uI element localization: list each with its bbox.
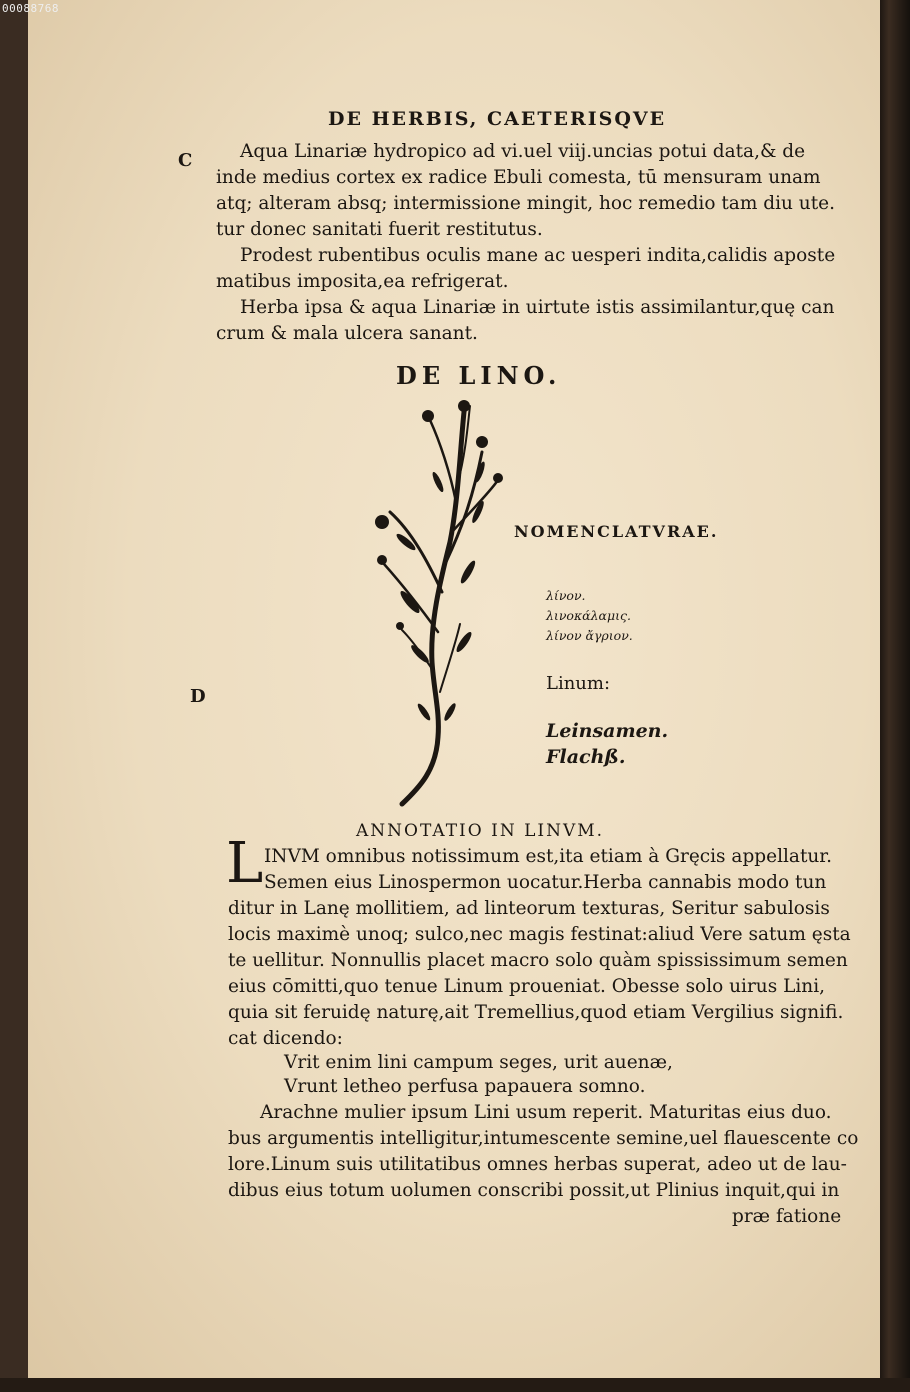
running-head: DE HERBIS, CAETERISQVE <box>328 108 667 130</box>
scan-bottom-edge <box>0 1378 910 1392</box>
section-title: DE LINO. <box>396 361 562 390</box>
greek-name: λίνον ἄγριον. <box>546 628 633 643</box>
scan-id-label: 00088768 <box>2 2 59 15</box>
annotation-line: locis maximè unoq; sulco,nec magis festinat:aliud Vere satum ęsta <box>228 924 851 945</box>
annotation-line: INVM omnibus notissimum est,ita etiam à Gręcis appellatur. <box>264 846 832 867</box>
linaria-line: matibus imposita,ea refrigerat. <box>216 271 509 292</box>
annotation-line: cat dicendo: <box>228 1028 343 1049</box>
linaria-line: crum & mala ulcera sanant. <box>216 323 478 344</box>
nomenclature-heading: NOMENCLATVRAE. <box>514 522 719 541</box>
annotation-line: Semen eius Linospermon uocatur.Herba cannabis modo tun <box>264 872 827 893</box>
linaria-line: atq; alteram absq; intermissione mingit, hoc remedio tam diu ute. <box>216 193 835 214</box>
catchword: præ fatione <box>732 1206 842 1227</box>
german-name: Flachß. <box>546 746 626 768</box>
annotation-line: Arachne mulier ipsum Lini usum reperit. Maturitas eius duo. <box>260 1102 832 1123</box>
margin-letter-d: D <box>190 686 206 707</box>
linaria-line: Herba ipsa & aqua Linariæ in uirtute istis assimilantur,quę can <box>240 297 835 318</box>
annotation-line: lore.Linum suis utilitatibus omnes herbas superat, adeo ut de lau- <box>228 1154 847 1175</box>
margin-letter-c: C <box>178 150 193 171</box>
greek-name: λινοκάλαμις. <box>546 608 631 623</box>
linaria-line: inde medius cortex ex radice Ebuli comesta, tū mensuram unam <box>216 167 821 188</box>
verse-line: Vrit enim lini campum seges, urit auenæ, <box>284 1052 673 1073</box>
verse-line: Vrunt letheo perfusa papauera somno. <box>284 1076 646 1097</box>
annotation-line: dibus eius totum uolumen conscribi possit,ut Plinius inquit,qui in <box>228 1180 840 1201</box>
flax-plant-woodcut <box>360 392 510 812</box>
latin-name: Linum: <box>546 673 611 694</box>
annotation-line: quia sit feruidę naturę,ait Tremellius,quod etiam Vergilius signifi. <box>228 1002 844 1023</box>
annotation-line: te uellitur. Nonnullis placet macro solo quàm spississimum semen <box>228 950 848 971</box>
book-binding-edge <box>880 0 910 1392</box>
greek-name: λίνον. <box>546 588 586 603</box>
linaria-line: Prodest rubentibus oculis mane ac uesperi indita,calidis aposte <box>240 245 836 266</box>
annotation-line: bus argumentis intelligitur,intumescente semine,uel flauescente co <box>228 1128 859 1149</box>
annotation-title: ANNOTATIO IN LINVM. <box>356 821 605 841</box>
linaria-line: Aqua Linariæ hydropico ad vi.uel viij.uncias potui data,& de <box>240 141 806 162</box>
annotation-line: eius cōmitti,quo tenue Linum proueniat. Obesse solo uirus Lini, <box>228 976 826 997</box>
annotation-line: ditur in Lanę mollitiem, ad linteorum texturas, Seritur sabulosis <box>228 898 830 919</box>
german-name: Leinsamen. <box>546 720 669 742</box>
linaria-line: tur donec sanitati fuerit restitutus. <box>216 219 543 240</box>
drop-cap: L <box>226 831 264 896</box>
